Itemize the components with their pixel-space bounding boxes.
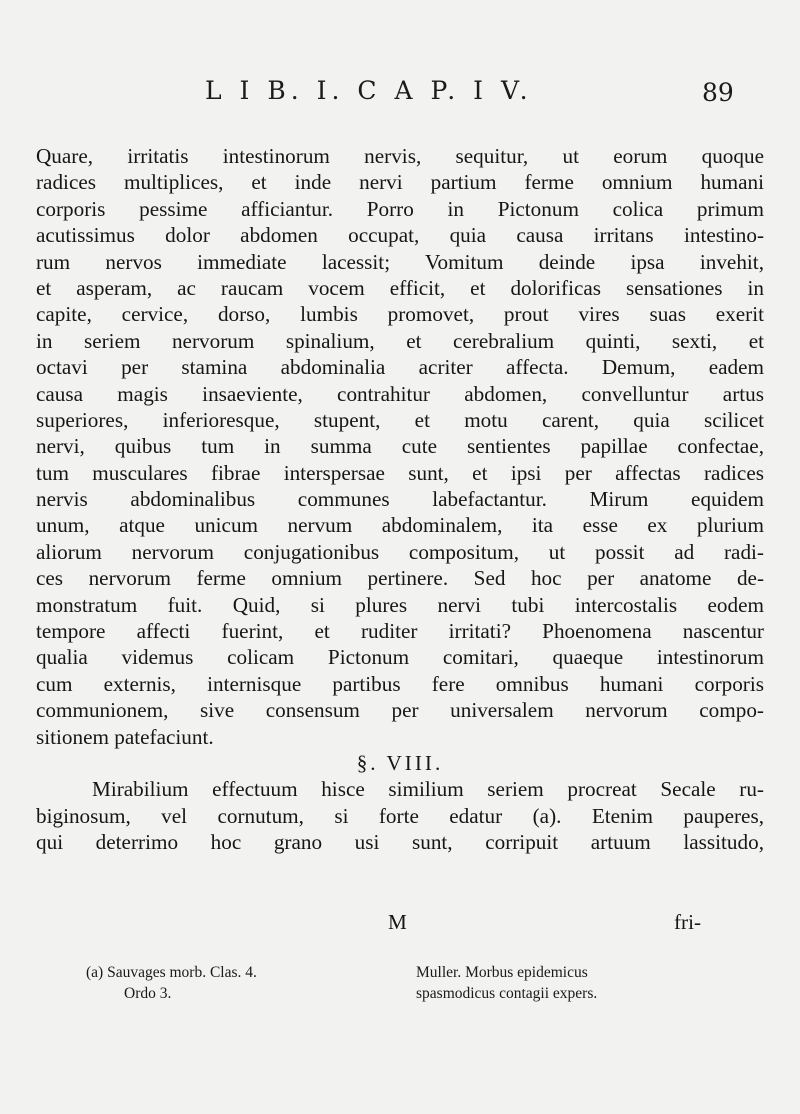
footnote-line: Muller. Morbus epidemicus: [416, 964, 588, 981]
paragraph-line: qui deterrimo hoc grano usi sunt, corripuit artuum lassitudo,: [36, 830, 764, 855]
main-text: [36, 143, 764, 856]
text-line: et asperam, ac raucam vocem efficit, et dolorificas sensationes in: [36, 275, 764, 300]
text-line: acutissimus dolor abdomen occupat, quia causa irritans intestino-: [36, 223, 764, 248]
text-line: qualia videmus colicam Pictonum comitari, quaeque intestinorum: [36, 645, 764, 670]
text-line: aliorum nervorum conjugationibus compositum, ut possit ad radi-: [36, 539, 764, 564]
text-line: communionem, sive consensum per universalem nervorum compo-: [36, 698, 764, 723]
page-number: 89: [702, 78, 734, 107]
text-line: radices multiplices, et inde nervi partium ferme omnium humani: [36, 170, 764, 195]
text-line: nervi, quibus tum in summa cute sentientes papillae confectae,: [36, 434, 764, 459]
text-line-last: sitionem patefaciunt.: [36, 724, 214, 749]
text-line: octavi per stamina abdominalia acriter affecta. Demum, eadem: [36, 355, 764, 380]
text-line: tempore affecti fuerint, et ruditer irritati? Phoenomena nascentur: [36, 619, 764, 644]
page-header: [0, 72, 800, 112]
text-line: Quare, irritatis intestinorum nervis, sequitur, ut eorum quoque: [36, 144, 764, 168]
text-line: ces nervorum ferme omnium pertinere. Sed hoc per anatome de-: [36, 566, 764, 591]
paragraph-line: biginosum, vel cornutum, si forte edatur (a). Etenim pauperes,: [36, 803, 764, 828]
text-line: capite, cervice, dorso, lumbis promovet, prout vires suas exerit: [36, 302, 764, 327]
catchword: fri-: [674, 910, 702, 934]
running-head: L I B. I. C A P. I V.: [205, 76, 533, 105]
section-heading: §. VIII.: [356, 750, 444, 775]
signature-mark: M: [388, 910, 407, 934]
footnote-right: [416, 962, 716, 1004]
paragraph-line: Mirabilium effectuum hisce similium seriem procreat Secale ru-: [92, 777, 764, 802]
text-line: rum nervos immediate lacessit; Vomitum deinde ipsa invehit,: [36, 249, 764, 274]
footnote-line: (a) Sauvages morb. Clas. 4.: [86, 964, 257, 981]
text-line: cum externis, internisque partibus fere omnibus humani corporis: [36, 671, 764, 696]
footnote-line: spasmodicus contagii expers.: [416, 985, 598, 1002]
text-line: causa magis insaeviente, contrahitur abdomen, convelluntur artus: [36, 381, 764, 406]
text-line: monstratum fuit. Quid, si plures nervi tubi intercostalis eodem: [36, 592, 764, 617]
footnote-line: Ordo 3.: [124, 985, 172, 1002]
text-line: superiores, inferioresque, stupent, et motu carent, quia scilicet: [36, 407, 764, 432]
text-line: corporis pessime afficiantur. Porro in Pictonum colica primum: [36, 196, 764, 221]
text-line: unum, atque unicum nervum abdominalem, ita esse ex plurium: [36, 513, 764, 538]
footnote-left: [86, 962, 366, 1004]
text-line: nervis abdominalibus communes labefactantur. Mirum equidem: [36, 487, 764, 512]
text-line: in seriem nervorum spinalium, et cerebralium quinti, sexti, et: [36, 328, 764, 353]
signature-line: [0, 910, 800, 938]
text-line: tum musculares fibrae interspersae sunt, et ipsi per affectas radices: [36, 460, 764, 485]
